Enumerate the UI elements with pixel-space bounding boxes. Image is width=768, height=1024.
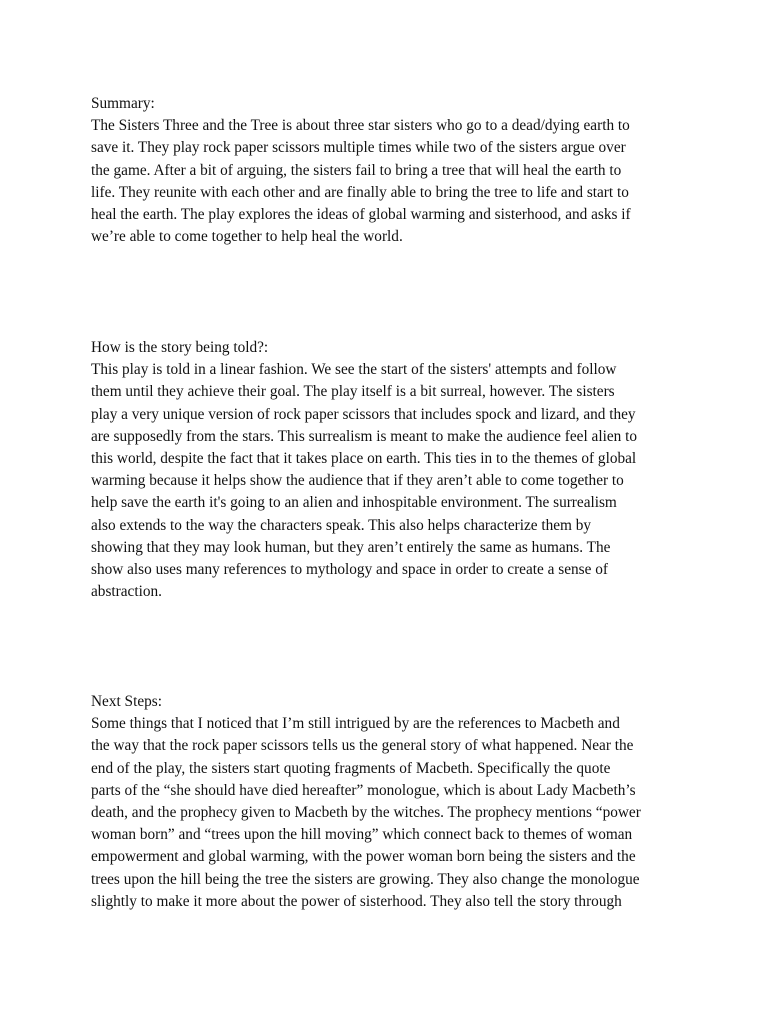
paragraph-line: heal the earth. The play explores the ideas of global warming and sisterhood, and asks if <box>91 206 631 224</box>
paragraph-line: The Sisters Three and the Tree is about three star sisters who go to a dead/dying earth to <box>91 117 630 135</box>
paragraph-line: help save the earth it's going to an alien and inhospitable environment. The surrealism <box>91 494 617 512</box>
paragraph-line: death, and the prophecy given to Macbeth by the witches. The prophecy mentions “power <box>91 804 641 822</box>
summary-heading: Summary: <box>91 95 155 112</box>
paragraph-line: This play is told in a linear fashion. We see the start of the sisters' attempts and follow <box>91 361 617 379</box>
paragraph-line: we’re able to come together to help heal the world. <box>91 228 403 246</box>
paragraph-line: play a very unique version of rock paper scissors that includes spock and lizard, and they <box>91 405 636 423</box>
paragraph-line: slightly to make it more about the power of sisterhood. They also tell the story through <box>91 892 622 910</box>
storytelling-heading: How is the story being told?: <box>91 339 269 356</box>
paragraph-line: life. They reunite with each other and are finally able to bring the tree to life and start to <box>91 183 629 201</box>
paragraph-line: woman born” and “trees upon the hill moving” which connect back to themes of woman <box>91 826 633 844</box>
paragraph-line: the way that the rock paper scissors tells us the general story of what happened. Near the <box>91 737 634 755</box>
paragraph-line: also extends to the way the characters speak. This also helps characterize them by <box>91 516 592 534</box>
paragraph-line: are supposedly from the stars. This surrealism is meant to make the audience feel alien to <box>91 427 637 445</box>
paragraph-line: them until they achieve their goal. The play itself is a bit surreal, however. The sisters <box>91 383 615 401</box>
paragraph-line: abstraction. <box>91 583 162 601</box>
paragraph-line: Some things that I noticed that I’m still intrigued by are the references to Macbeth and <box>91 715 620 733</box>
paragraph-line: trees upon the hill being the tree the sisters are growing. They also change the monologue <box>91 870 640 888</box>
paragraph-line: save it. They play rock paper scissors multiple times while two of the sisters argue over <box>91 139 626 157</box>
paragraph-line: empowerment and global warming, with the power woman born being the sisters and the <box>91 848 636 866</box>
next-steps-section <box>91 691 681 913</box>
paragraph-line: this world, despite the fact that it takes place on earth. This ties in to the themes of global <box>91 450 637 468</box>
paragraph-line: warming because it helps show the audience that if they aren’t able to come together to <box>91 472 624 490</box>
next-steps-heading: Next Steps: <box>91 693 162 710</box>
paragraph-line: parts of the “she should have died hereafter” monologue, which is about Lady Macbeth’s <box>91 781 636 799</box>
paragraph-line: showing that they may look human, but they aren’t entirely the same as humans. The <box>91 538 611 556</box>
paragraph-line: show also uses many references to mythology and space in order to create a sense of <box>91 561 608 579</box>
paragraph-line: end of the play, the sisters start quoting fragments of Macbeth. Specifically the quote <box>91 759 611 777</box>
storytelling-section <box>91 337 681 603</box>
paragraph-line: the game. After a bit of arguing, the sisters fail to bring a tree that will heal the earth to <box>91 161 622 179</box>
summary-section <box>91 93 681 248</box>
